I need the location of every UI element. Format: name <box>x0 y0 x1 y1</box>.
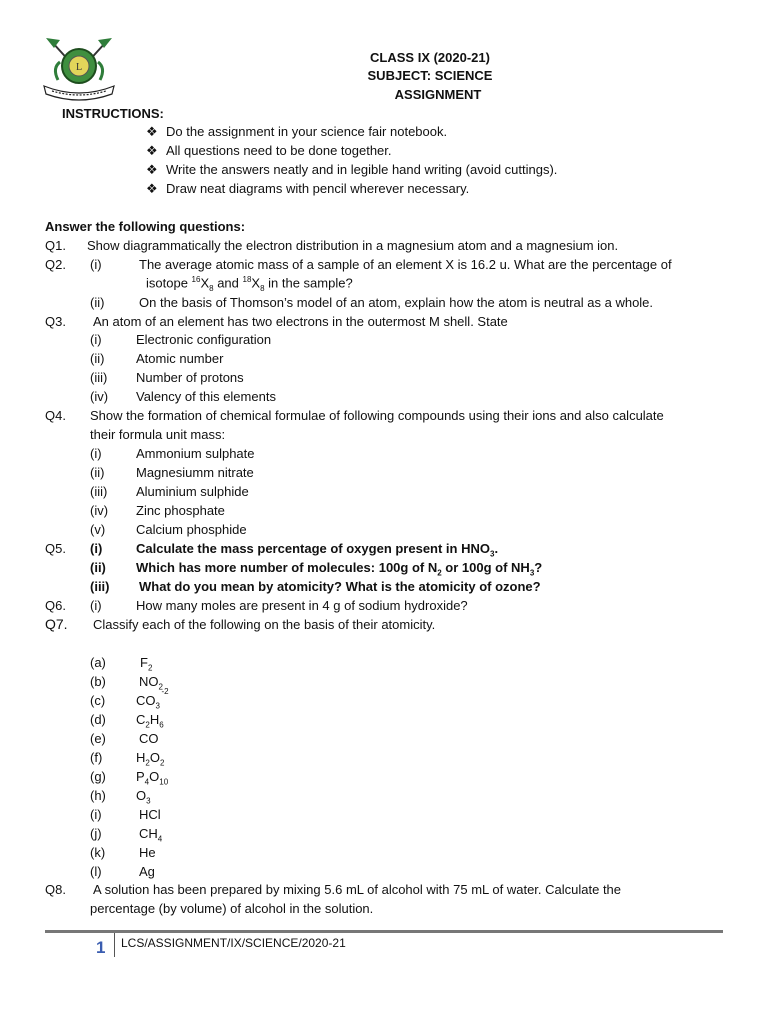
part-text: Which has more number of molecules: 100g of $N_2$ or 100g of $NH_3$? <box>136 560 543 578</box>
formula: $O_3$ <box>136 788 151 806</box>
part-text: Ammonium sulphate <box>136 446 255 461</box>
question-number: Q3. <box>45 314 66 329</box>
part-text: Number of protons <box>136 370 244 385</box>
item-label: (l) <box>90 864 102 879</box>
question-number: Q5. <box>45 541 66 556</box>
part-text: Electronic configuration <box>136 332 272 347</box>
question-number: Q4. <box>45 408 66 423</box>
part-label: (ii) <box>90 465 105 480</box>
question-text: their formula unit mass: <box>90 427 226 442</box>
question-number: Q1. <box>45 238 66 253</box>
question-number: Q2. <box>45 257 66 272</box>
instruction-item: ❖ Do the assignment in your science fair notebook. <box>146 124 448 139</box>
school-crest-icon <box>38 34 120 104</box>
formula: $CH_4$ <box>139 826 163 844</box>
footer-separator <box>114 933 115 957</box>
part-label: (iv) <box>90 389 109 404</box>
part-label: (i) <box>90 541 103 556</box>
item-label: (i) <box>90 807 102 822</box>
item-label: (h) <box>90 788 106 803</box>
formula: $NO_2$ <box>139 674 163 692</box>
subject-line: SUBJECT: SCIENCE <box>367 68 493 83</box>
bullet-icon: ❖ <box>146 181 158 196</box>
formula: HCl <box>139 807 161 822</box>
part-label: (iii) <box>90 484 108 499</box>
instruction-item: ❖ All questions need to be done together. <box>146 143 392 158</box>
question-text: isotope $^{16}X_8$ and $^{18}X_8$ in the sample? <box>146 275 353 293</box>
part-label: (ii) <box>90 351 105 366</box>
item-label: (b) <box>90 674 106 689</box>
bullet-icon: ❖ <box>146 143 158 158</box>
part-text: Calculate the mass percentage of oxygen present in $HNO_3$. <box>136 541 499 559</box>
part-label: (i) <box>90 446 102 461</box>
question-text: Show diagrammatically the electron distribution in a magnesium atom and a magnesium ion. <box>87 238 619 253</box>
formula: $P_4O_{10}$ <box>136 769 169 787</box>
answer-heading: Answer the following questions: <box>45 219 246 234</box>
part-label: (i) <box>90 257 102 272</box>
formula: He <box>139 845 156 860</box>
footer-rule <box>45 930 723 933</box>
item-label: (c) <box>90 693 106 708</box>
question-text: An atom of an element has two electrons in the outermost M shell. State <box>93 314 508 329</box>
item-label: (e) <box>90 731 106 746</box>
question-number: Q7. <box>45 616 68 632</box>
instruction-item: ❖ Draw neat diagrams with pencil wherever necessary. <box>146 181 470 196</box>
assignment-title: ASSIGNMENT <box>394 87 482 102</box>
item-label: (k) <box>90 845 106 860</box>
part-label: (i) <box>90 598 102 613</box>
part-text: Aluminium sulphide <box>136 484 249 499</box>
formula: $CO_3$ -2 <box>136 687 169 711</box>
part-text: What do you mean by atomicity? What is the atomicity of ozone? <box>139 579 541 594</box>
formula: $C_2H_6$ <box>136 712 164 730</box>
question-text: Show the formation of chemical formulae of following compounds using their ions and also calculate <box>90 408 664 423</box>
part-label: (iii) <box>90 370 108 385</box>
class-line: CLASS IX (2020-21) <box>370 50 490 65</box>
item-label: (f) <box>90 750 103 765</box>
part-text: Atomic number <box>136 351 224 366</box>
part-label: (iv) <box>90 503 109 518</box>
item-label: (a) <box>90 655 106 670</box>
part-text: Calcium phosphide <box>136 522 247 537</box>
page-number: 1 <box>96 938 106 957</box>
question-text: percentage (by volume) of alcohol in the solution. <box>90 901 374 916</box>
question-text: On the basis of Thomson’s model of an atom, explain how the atom is neutral as a whole. <box>139 295 654 310</box>
part-label: (ii) <box>90 295 105 310</box>
item-label: (g) <box>90 769 106 784</box>
bullet-icon: ❖ <box>146 124 158 139</box>
part-label: (i) <box>90 332 102 347</box>
formula: $H_2O_2$ <box>136 750 165 768</box>
question-number: Q6. <box>45 598 66 613</box>
instructions-label: INSTRUCTIONS: <box>62 106 164 121</box>
footer-code: LCS/ASSIGNMENT/IX/SCIENCE/2020-21 <box>121 936 346 950</box>
item-label: (d) <box>90 712 106 727</box>
question-text: A solution has been prepared by mixing 5.6 mL of alcohol with 75 mL of water. Calculate the <box>93 882 622 897</box>
item-label: (j) <box>90 826 102 841</box>
instruction-item: ❖ Write the answers neatly and in legible hand writing (avoid cuttings). <box>146 162 558 177</box>
part-text: Zinc phosphate <box>136 503 225 518</box>
part-label: (ii) <box>90 560 106 575</box>
part-label: (v) <box>90 522 106 537</box>
formula: $F_2$ <box>140 655 153 673</box>
formula: CO <box>139 731 159 746</box>
question-number: Q8. <box>45 882 66 897</box>
part-label: (iii) <box>90 579 110 594</box>
part-text: Valency of this elements <box>136 389 276 404</box>
part-text: Magnesiumm nitrate <box>136 465 254 480</box>
formula: Ag <box>139 864 155 879</box>
bullet-icon: ❖ <box>146 162 158 177</box>
svg-text:L: L <box>75 62 83 73</box>
part-text: How many moles are present in 4 g of sodium hydroxide? <box>136 598 468 613</box>
question-text: Classify each of the following on the basis of their atomicity. <box>93 617 436 632</box>
question-text: The average atomic mass of a sample of an element X is 16.2 u. What are the percentage of <box>139 257 672 272</box>
